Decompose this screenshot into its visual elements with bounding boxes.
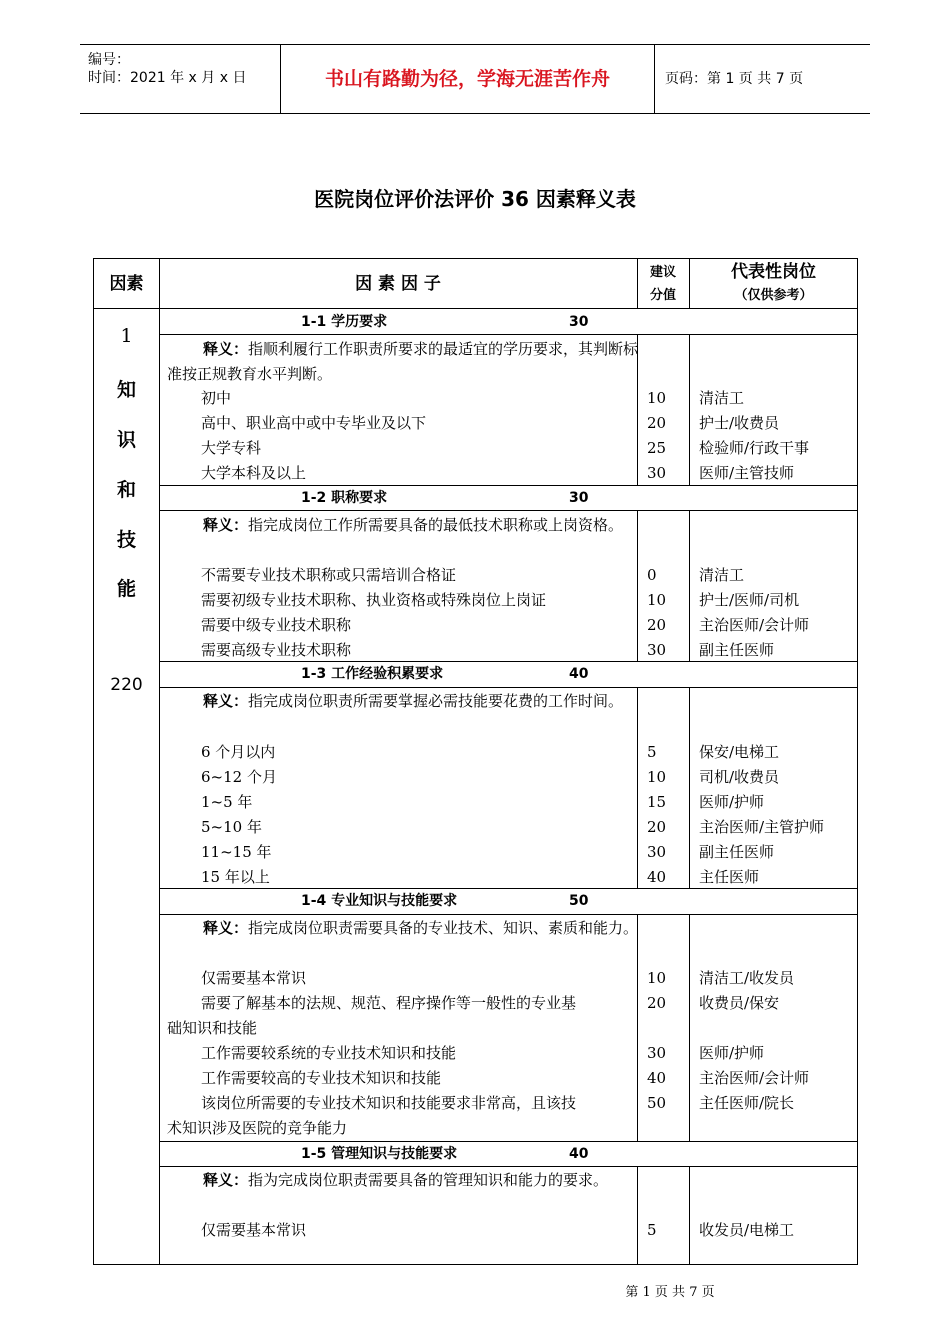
factor-char-1: 知 (116, 379, 136, 401)
row-desc: 仅需要基本常识 (201, 1221, 307, 1239)
row-desc: 该岗位所需要的专业技术知识和技能要求非常高，且该技 (201, 1094, 577, 1112)
section-definition (167, 513, 639, 538)
row-value: 30 (647, 1044, 667, 1062)
row-position: 主治医师/会计师 (699, 1069, 810, 1087)
definition-label: 释义： (203, 516, 249, 534)
row-desc: 需要了解基本的法规、规范、程序操作等一般性的专业基 (201, 994, 577, 1012)
sec2-top (159, 485, 858, 486)
row-desc: 需要初级专业技术职称、执业资格或特殊岗位上岗证 (201, 591, 547, 609)
sec3-top (159, 661, 858, 662)
row-value: 30 (647, 464, 667, 482)
section-title: 1-5 管理知识与技能要求 (301, 1146, 458, 1162)
header-position: 代表性岗位 (731, 262, 816, 282)
row-value: 5 (647, 743, 657, 761)
row-value: 20 (647, 818, 667, 836)
definition-label: 释义： (203, 692, 249, 710)
row-position: 副主任医师 (699, 843, 775, 861)
row-position: 司机/收费员 (699, 768, 780, 786)
header-motto: 书山有路勤为径，学海无涯苦作舟 (281, 45, 655, 113)
definition-label: 释义： (203, 919, 249, 937)
document-header (80, 44, 870, 114)
section-score: 40 (569, 1146, 589, 1162)
sec4-divider (159, 914, 858, 915)
row-position: 保安/电梯工 (699, 743, 780, 761)
row-desc: 需要中级专业技术职称 (201, 616, 352, 634)
row-value: 50 (647, 1094, 667, 1112)
row-value: 20 (647, 414, 667, 432)
row-desc-continued: 术知识涉及医院的竞争能力 (167, 1119, 348, 1137)
table-row (94, 790, 859, 815)
page-title: 医院岗位评价法评价 36 因素释义表 (314, 187, 636, 211)
row-desc: 不需要专业技术职称或只需培训合格证 (201, 566, 457, 584)
section-title: 1-2 职称要求 (301, 490, 388, 506)
table-row (94, 1091, 859, 1116)
table-row (94, 991, 859, 1016)
row-desc: 大学专科 (201, 439, 262, 457)
sec5-top (159, 1141, 858, 1142)
section-header (159, 1143, 858, 1166)
factor-table (93, 258, 858, 1265)
table-row (94, 563, 859, 588)
row-desc: 6~12 个月 (201, 768, 277, 786)
header-position-note: （仅供参考） (734, 288, 813, 303)
row-value: 30 (647, 641, 667, 659)
row-value: 10 (647, 768, 667, 786)
section-definition (167, 337, 639, 387)
row-position: 护士/收费员 (699, 414, 780, 432)
section-header (159, 311, 858, 334)
row-desc: 需要高级专业技术职称 (201, 641, 352, 659)
section-title: 1-4 专业知识与技能要求 (301, 893, 458, 909)
sec1-divider (159, 334, 858, 335)
row-position: 主任医师/院长 (699, 1094, 795, 1112)
row-position: 清洁工/收发员 (699, 969, 795, 987)
section-title: 1-3 工作经验积累要求 (301, 666, 444, 682)
header-score-line1: 建议 (649, 265, 676, 280)
section-definition (167, 916, 639, 941)
row-value: 20 (647, 616, 667, 634)
header-score-line2: 分值 (649, 288, 676, 303)
sec4-top (159, 888, 858, 889)
row-desc: 15 年以上 (201, 868, 270, 886)
section-score: 40 (569, 666, 589, 682)
definition-text: 指完成岗位工作所需要具备的最低技术职称或上岗资格。 (248, 516, 624, 534)
row-desc: 初中 (201, 389, 232, 407)
row-desc-continued: 础知识和技能 (167, 1019, 258, 1037)
row-value: 25 (647, 439, 667, 457)
page-footer (0, 1281, 950, 1300)
row-value: 10 (647, 591, 667, 609)
table-row (94, 865, 859, 890)
row-position: 收发员/电梯工 (699, 1221, 795, 1239)
factor-char-3: 和 (116, 479, 136, 501)
factor-total: 220 (110, 675, 143, 695)
row-position: 主任医师 (699, 868, 760, 886)
sec2-divider (159, 510, 858, 511)
factor-char-4: 技 (116, 529, 136, 551)
definition-text: 指完成岗位职责需要具备的专业技术、知识、素质和能力。 (248, 919, 639, 937)
row-value: 10 (647, 389, 667, 407)
header-subfactor: 因 素 因 子 (355, 274, 441, 294)
table-row (94, 588, 859, 613)
section-score: 30 (569, 314, 589, 330)
definition-label: 释义： (203, 1171, 249, 1189)
row-desc: 工作需要较系统的专业技术知识和技能 (201, 1044, 457, 1062)
row-value: 10 (647, 969, 667, 987)
row-desc: 11~15 年 (201, 843, 272, 861)
row-position: 副主任医师 (699, 641, 775, 659)
table-row (94, 815, 859, 840)
row-position: 主治医师/会计师 (699, 616, 810, 634)
definition-text: 指顺利履行工作职责所要求的最适宜的学历要求，其判断标准按正规教育水平判断。 (167, 340, 639, 383)
row-desc: 高中、职业高中或中专毕业及以下 (201, 414, 427, 432)
section-header (159, 890, 858, 913)
row-desc: 工作需要较高的专业技术知识和技能 (201, 1069, 442, 1087)
table-row-continued (94, 1116, 859, 1141)
row-position: 主治医师/主管护师 (699, 818, 825, 836)
section-header (159, 663, 858, 686)
row-desc: 1~5 年 (201, 793, 253, 811)
table-row (94, 840, 859, 865)
section-score: 30 (569, 490, 589, 506)
section-score: 50 (569, 893, 589, 909)
sec3-divider (159, 687, 858, 688)
row-value: 15 (647, 793, 667, 811)
row-position: 收费员/保安 (699, 994, 780, 1012)
definition-text: 指为完成岗位职责需要具备的管理知识和能力的要求。 (248, 1171, 609, 1189)
row-value: 30 (647, 843, 667, 861)
definition-text: 指完成岗位职责所需要掌握必需技能要花费的工作时间。 (248, 692, 624, 710)
table-row (94, 386, 859, 411)
factor-char-2: 识 (116, 429, 136, 451)
section-definition (167, 689, 639, 714)
row-value: 40 (647, 1069, 667, 1087)
row-position: 清洁工 (699, 566, 745, 584)
footer-page-number: 第 1 页 共 7 页 (625, 1285, 715, 1300)
table-row (94, 966, 859, 991)
sec5-vl2 (689, 1167, 690, 1265)
row-desc: 5~10 年 (201, 818, 262, 836)
table-row (94, 1041, 859, 1066)
factor-number: 1 (120, 325, 133, 347)
section-header (159, 487, 858, 510)
header-page-label: 页码：第 1 页 共 7 页 (665, 71, 804, 87)
table-row (94, 613, 859, 638)
factor-char-5: 能 (116, 578, 136, 600)
row-position: 医师/护师 (699, 1044, 765, 1062)
table-row-continued (94, 1016, 859, 1041)
table-row (94, 740, 859, 765)
row-desc: 仅需要基本常识 (201, 969, 307, 987)
table-row (94, 638, 859, 663)
header-meta (80, 45, 281, 113)
table-row (94, 765, 859, 790)
row-desc: 6 个月以内 (201, 743, 276, 761)
code-label: 编号： (88, 52, 130, 68)
row-value: 40 (647, 868, 667, 886)
time-label: 时间：2021 年 x 月 x 日 (88, 70, 247, 86)
row-desc: 大学本科及以上 (201, 464, 307, 482)
row-value: 0 (647, 566, 657, 584)
row-position: 医师/主管技师 (699, 464, 795, 482)
table-row (94, 436, 859, 461)
row-position: 检验师/行政干事 (699, 439, 810, 457)
row-position: 清洁工 (699, 389, 745, 407)
row-position: 医师/护师 (699, 793, 765, 811)
table-row (94, 411, 859, 436)
table-row (94, 1218, 859, 1243)
header-divider (94, 308, 858, 309)
row-position: 护士/医师/司机 (699, 591, 800, 609)
table-row (94, 461, 859, 486)
definition-label: 释义： (203, 340, 249, 358)
row-value: 20 (647, 994, 667, 1012)
header-factor: 因素 (109, 274, 144, 294)
table-row (94, 1066, 859, 1091)
section-title: 1-1 学历要求 (301, 314, 388, 330)
section-definition (167, 1168, 639, 1193)
row-value: 5 (647, 1221, 657, 1239)
sec5-divider (159, 1166, 858, 1167)
